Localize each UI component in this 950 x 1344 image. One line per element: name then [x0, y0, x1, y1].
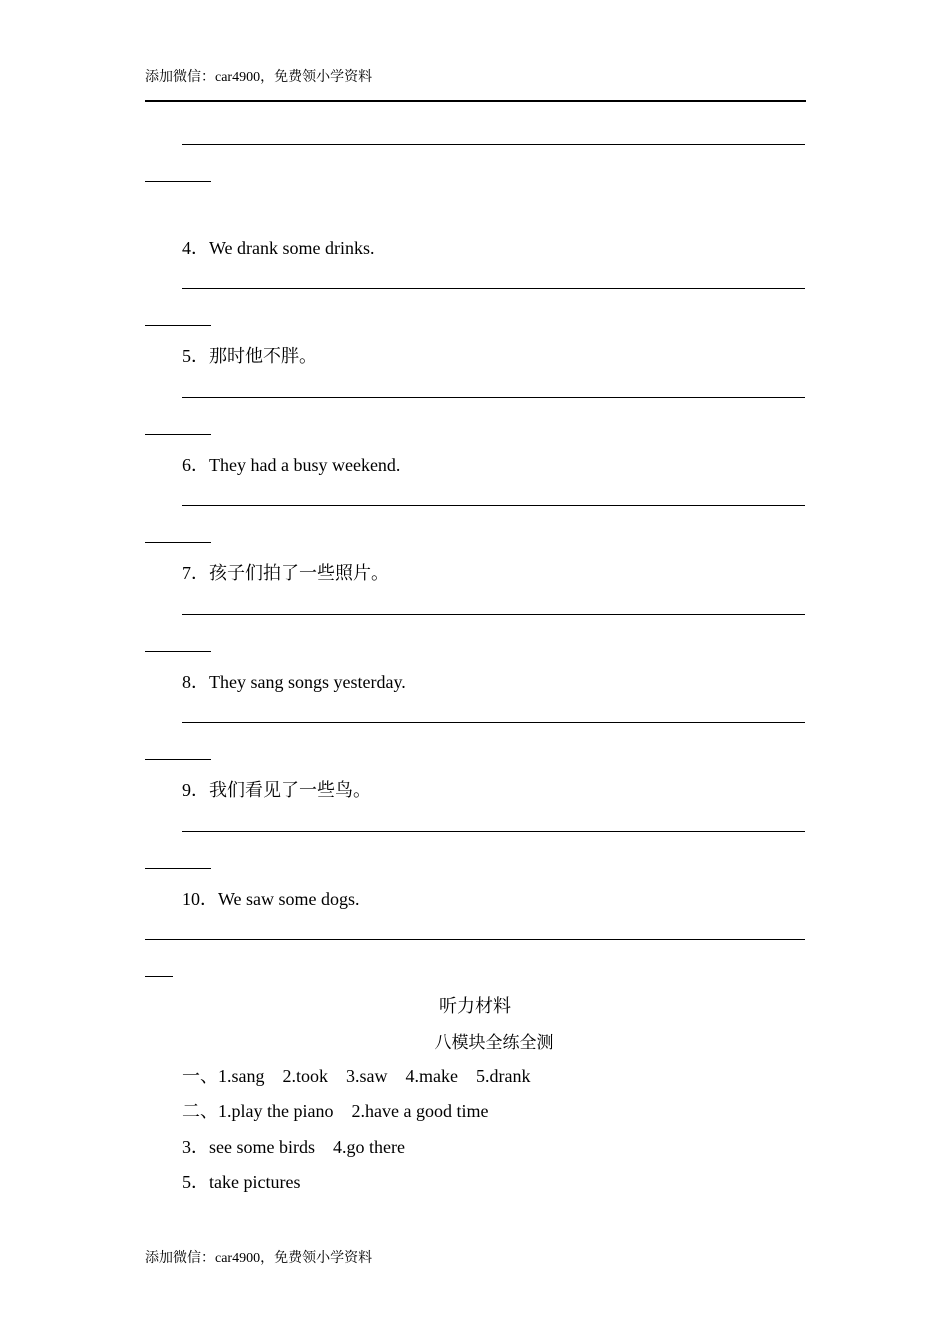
answer-line — [145, 939, 805, 940]
answer-line-tail — [145, 868, 211, 869]
footer-watermark: 添加微信：car4900，免费领小学资料 — [145, 1251, 373, 1266]
answer-line-tail — [145, 325, 211, 326]
answer-line-tail — [145, 542, 211, 543]
answer-line — [182, 614, 805, 615]
question-8: 8．They sang songs yesterday. — [182, 672, 406, 692]
answer-line-tail — [145, 434, 211, 435]
question-9: 9．我们看见了一些鸟。 — [182, 780, 371, 800]
answer-line-3: 3．see some birds 4.go there — [182, 1137, 405, 1157]
listening-title: 听力材料 — [439, 996, 511, 1016]
answer-line-tail — [145, 759, 211, 760]
answer-line-4: 5．take pictures — [182, 1172, 301, 1192]
question-7: 7．孩子们拍了一些照片。 — [182, 563, 389, 583]
answer-line — [182, 144, 805, 145]
listening-subtitle: 八模块全练全测 — [434, 1033, 554, 1053]
question-6: 6．They had a busy weekend. — [182, 455, 401, 475]
question-5: 5．那时他不胖。 — [182, 346, 317, 366]
answer-line-tail — [145, 976, 173, 977]
answer-line — [182, 722, 805, 723]
answer-line-1: 一、1.sang 2.took 3.saw 4.make 5.drank — [182, 1066, 531, 1086]
header-rule — [145, 100, 806, 102]
answer-line — [182, 505, 805, 506]
header-watermark: 添加微信：car4900，免费领小学资料 — [145, 70, 373, 85]
answer-line — [182, 397, 805, 398]
answer-line-2: 二、1.play the piano 2.have a good time — [182, 1101, 489, 1121]
question-4: 4．We drank some drinks. — [182, 238, 375, 258]
answer-line-tail — [145, 181, 211, 182]
answer-line — [182, 831, 805, 832]
answer-line — [182, 288, 805, 289]
answer-line-tail — [145, 651, 211, 652]
question-10: 10．We saw some dogs. — [182, 889, 360, 909]
